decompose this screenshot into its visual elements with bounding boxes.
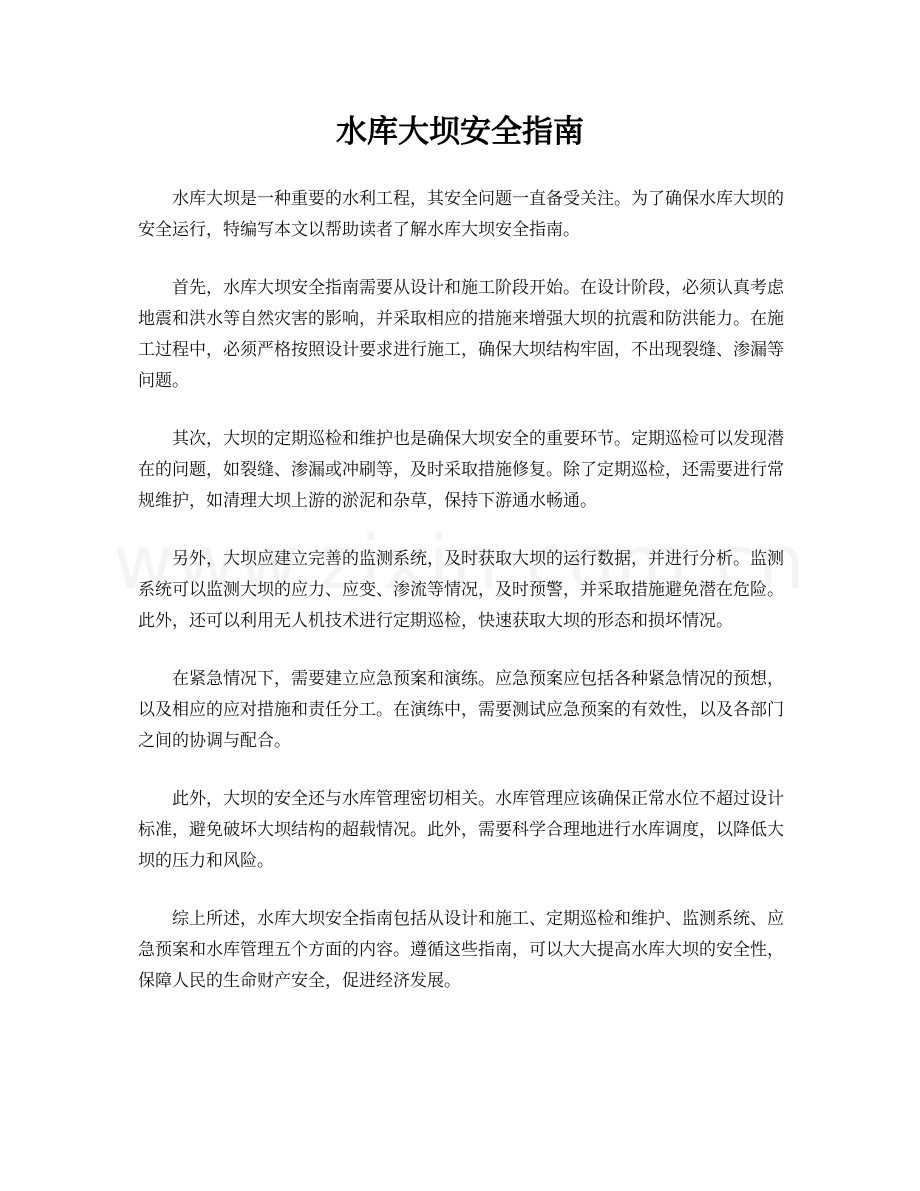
document-body	[138, 184, 784, 1024]
paragraph-conclusion: 综上所述，水库大坝安全指南包括从设计和施工、定期巡检和维护、监测系统、应急预案和水库管理五个方面的内容。遵循这些指南，可以大大提高水库大坝的安全性，保障人民的生命财产安全，促进经济发展。	[138, 909, 784, 991]
paragraph-design-construction: 首先，水库大坝安全指南需要从设计和施工阶段开始。在设计阶段，必须认真考虑地震和洪水等自然灾害的影响，并采取相应的措施来增强大坝的抗震和防洪能力。在施工过程中，必须严格按照设计要求进行施工，确保大坝结构牢固，不出现裂缝、渗漏等问题。	[138, 278, 784, 391]
paragraph-emergency-plan: 在紧急情况下，需要建立应急预案和演练。应急预案应包括各种紧急情况的预想，以及相应的应对措施和责任分工。在演练中，需要测试应急预案的有效性，以及各部门之间的协调与配合。	[138, 669, 784, 751]
document-title: 水库大坝安全指南	[336, 114, 584, 150]
paragraph-reservoir-management: 此外，大坝的安全还与水库管理密切相关。水库管理应该确保正常水位不超过设计标准，避免破坏大坝结构的超载情况。此外，需要科学合理地进行水库调度，以降低大坝的压力和风险。	[138, 789, 784, 871]
paragraph-inspection-maintenance: 其次，大坝的定期巡检和维护也是确保大坝安全的重要环节。定期巡检可以发现潜在的问题，如裂缝、渗漏或冲刷等，及时采取措施修复。除了定期巡检，还需要进行常规维护，如清理大坝上游的淤泥和杂草，保持下游通水畅通。	[138, 429, 784, 511]
paragraph-intro: 水库大坝是一种重要的水利工程，其安全问题一直备受关注。为了确保水库大坝的安全运行，特编写本文以帮助读者了解水库大坝安全指南。	[138, 189, 784, 240]
paragraph-monitoring-system: 另外，大坝应建立完善的监测系统，及时获取大坝的运行数据，并进行分析。监测系统可以监测大坝的应力、应变、渗流等情况，及时预警，并采取措施避免潜在危险。此外，还可以利用无人机技术进行定期巡检，快速获取大坝的形态和损坏情况。	[138, 549, 784, 631]
